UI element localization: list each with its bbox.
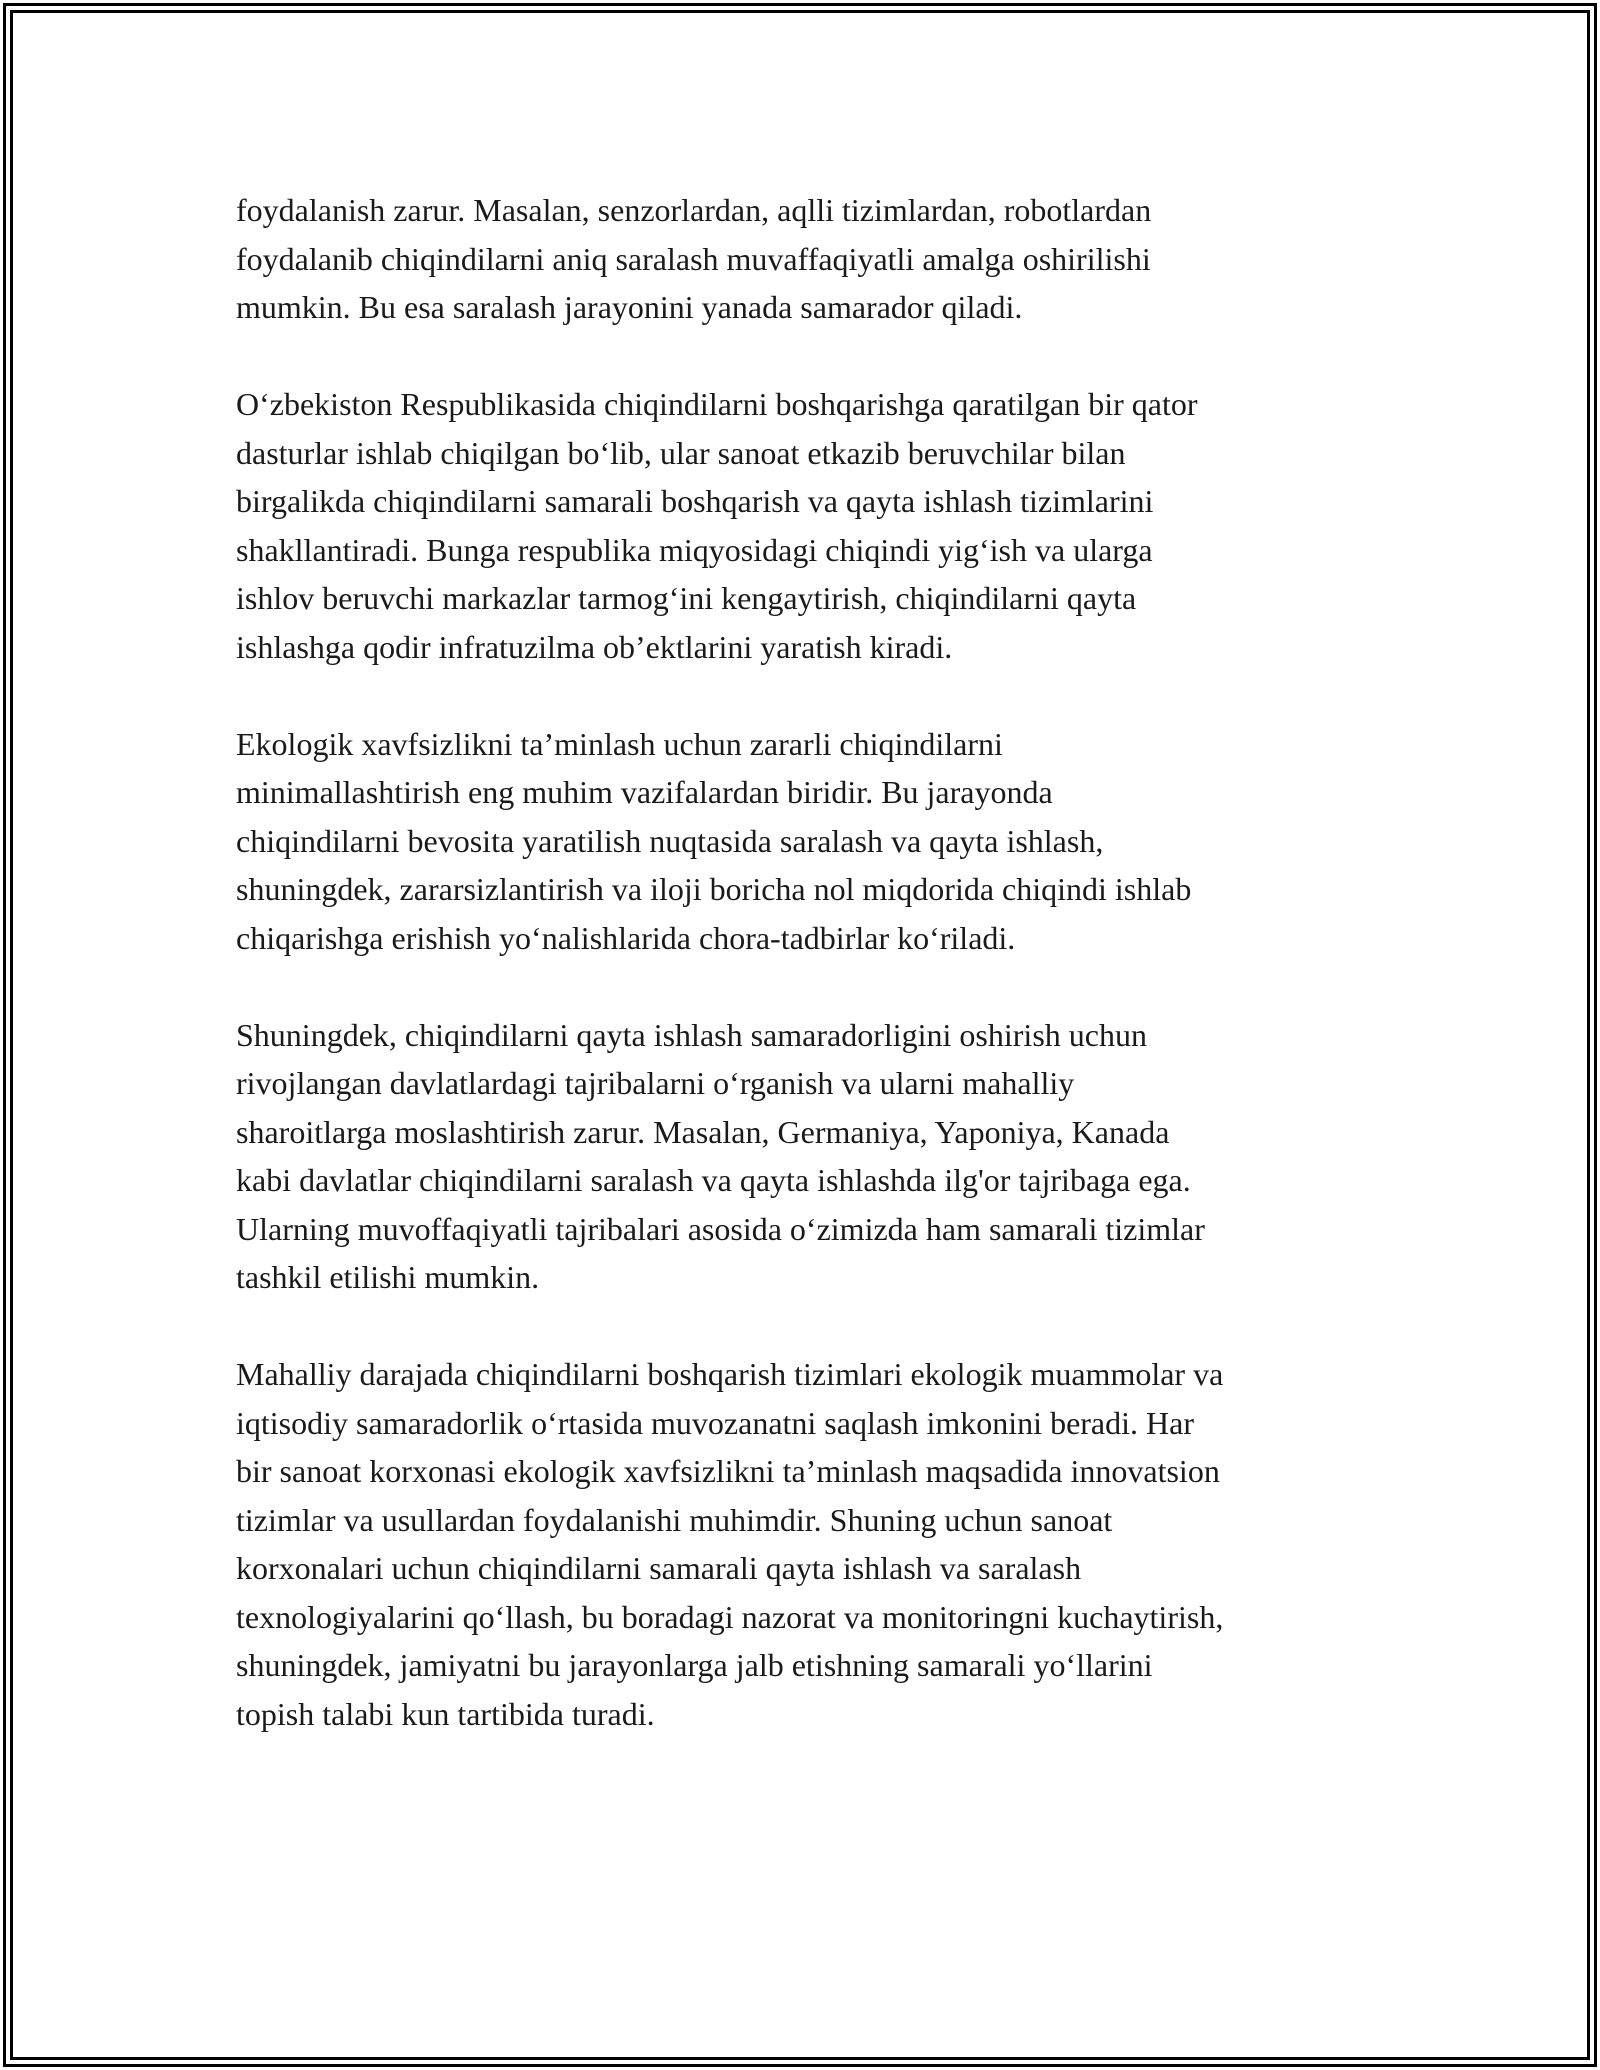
text-line: Mahalliy darajada chiqindilarni boshqarish tizimlari ekologik muammolar va	[236, 1356, 1224, 1392]
text-line: Shuningdek, chiqindilarni qayta ishlash samaradorligini oshirish uchun	[236, 1016, 1147, 1053]
text-line: tashkil etilishi mumkin.	[236, 1259, 540, 1295]
text-line: foydalanish zarur. Masalan, senzorlardan, aqlli tizimlardan, robotlardan	[236, 192, 1152, 228]
paragraph-1	[236, 186, 1376, 332]
text-line: O‘zbekiston Respublikasida chiqindilarni boshqarishga qaratilgan bir qator	[236, 386, 1198, 422]
text-line: dasturlar ishlab chiqilgan bo‘lib, ular sanoat etkazib beruvchilar bilan	[236, 434, 1126, 471]
paragraph-4	[236, 1011, 1376, 1302]
text-line: birgalikda chiqindilarni samarali boshqarish va qayta ishlash tizimlarini	[236, 483, 1154, 519]
text-line: topish talabi kun tartibida turadi.	[236, 1695, 655, 1732]
text-line: minimallashtirish eng muhim vazifalardan biridir. Bu jarayonda	[236, 774, 1053, 810]
text-line: kabi davlatlar chiqindilarni saralash va qayta ishlashda ilg'or tajribaga ega.	[236, 1162, 1191, 1198]
text-line: shuningdek, jamiyatni bu jarayonlarga jalb etishning samarali yo‘llarini	[236, 1647, 1153, 1683]
text-line: sharoitlarga moslashtirish zarur. Masalan, Germaniya, Yaponiya, Kanada	[236, 1113, 1170, 1150]
text-line: shakllantiradi. Bunga respublika miqyosidagi chiqindi yig‘ish va ularga	[236, 531, 1153, 568]
paragraph-2	[236, 380, 1376, 671]
text-line: Ekologik xavfsizlikni ta’minlash uchun zararli chiqindilarni	[236, 725, 1003, 762]
text-line: iqtisodiy samaradorlik o‘rtasida muvozanatni saqlash imkonini beradi. Har	[236, 1404, 1194, 1441]
paragraph-5	[236, 1350, 1376, 1738]
text-line: bir sanoat korxonasi ekologik xavfsizlikni ta’minlash maqsadida innovatsion	[236, 1453, 1220, 1489]
document-body	[236, 186, 1376, 1787]
text-line: ishlashga qodir infratuzilma ob’ektlarini yaratish kiradi.	[236, 628, 953, 665]
text-line: tizimlar va usullardan foydalanishi muhimdir. Shuning uchun sanoat	[236, 1501, 1113, 1538]
text-line: korxonalari uchun chiqindilarni samarali qayta ishlash va saralash	[236, 1550, 1082, 1586]
text-line: Ularning muvoffaqiyatli tajribalari asosida o‘zimizda ham samarali tizimlar	[236, 1210, 1205, 1247]
text-line: mumkin. Bu esa saralash jarayonini yanada samarador qiladi.	[236, 289, 1023, 325]
text-line: chiqarishga erishish yo‘nalishlarida chora-tadbirlar ko‘riladi.	[236, 919, 1016, 956]
text-line: texnologiyalarini qo‘llash, bu boradagi nazorat va monitoringni kuchaytirish,	[236, 1598, 1224, 1635]
text-line: rivojlangan davlatlardagi tajribalarni o‘rganish va ularni mahalliy	[236, 1065, 1075, 1101]
text-line: shuningdek, zararsizlantirish va iloji boricha nol miqdorida chiqindi ishlab	[236, 871, 1192, 907]
text-line: foydalanib chiqindilarni aniq saralash muvaffaqiyatli amalga oshirilishi	[236, 240, 1151, 277]
text-line: chiqindilarni bevosita yaratilish nuqtasida saralash va qayta ishlash,	[236, 822, 1104, 859]
text-line: ishlov beruvchi markazlar tarmog‘ini kengaytirish, chiqindilarni qayta	[236, 580, 1137, 616]
paragraph-3	[236, 720, 1376, 963]
